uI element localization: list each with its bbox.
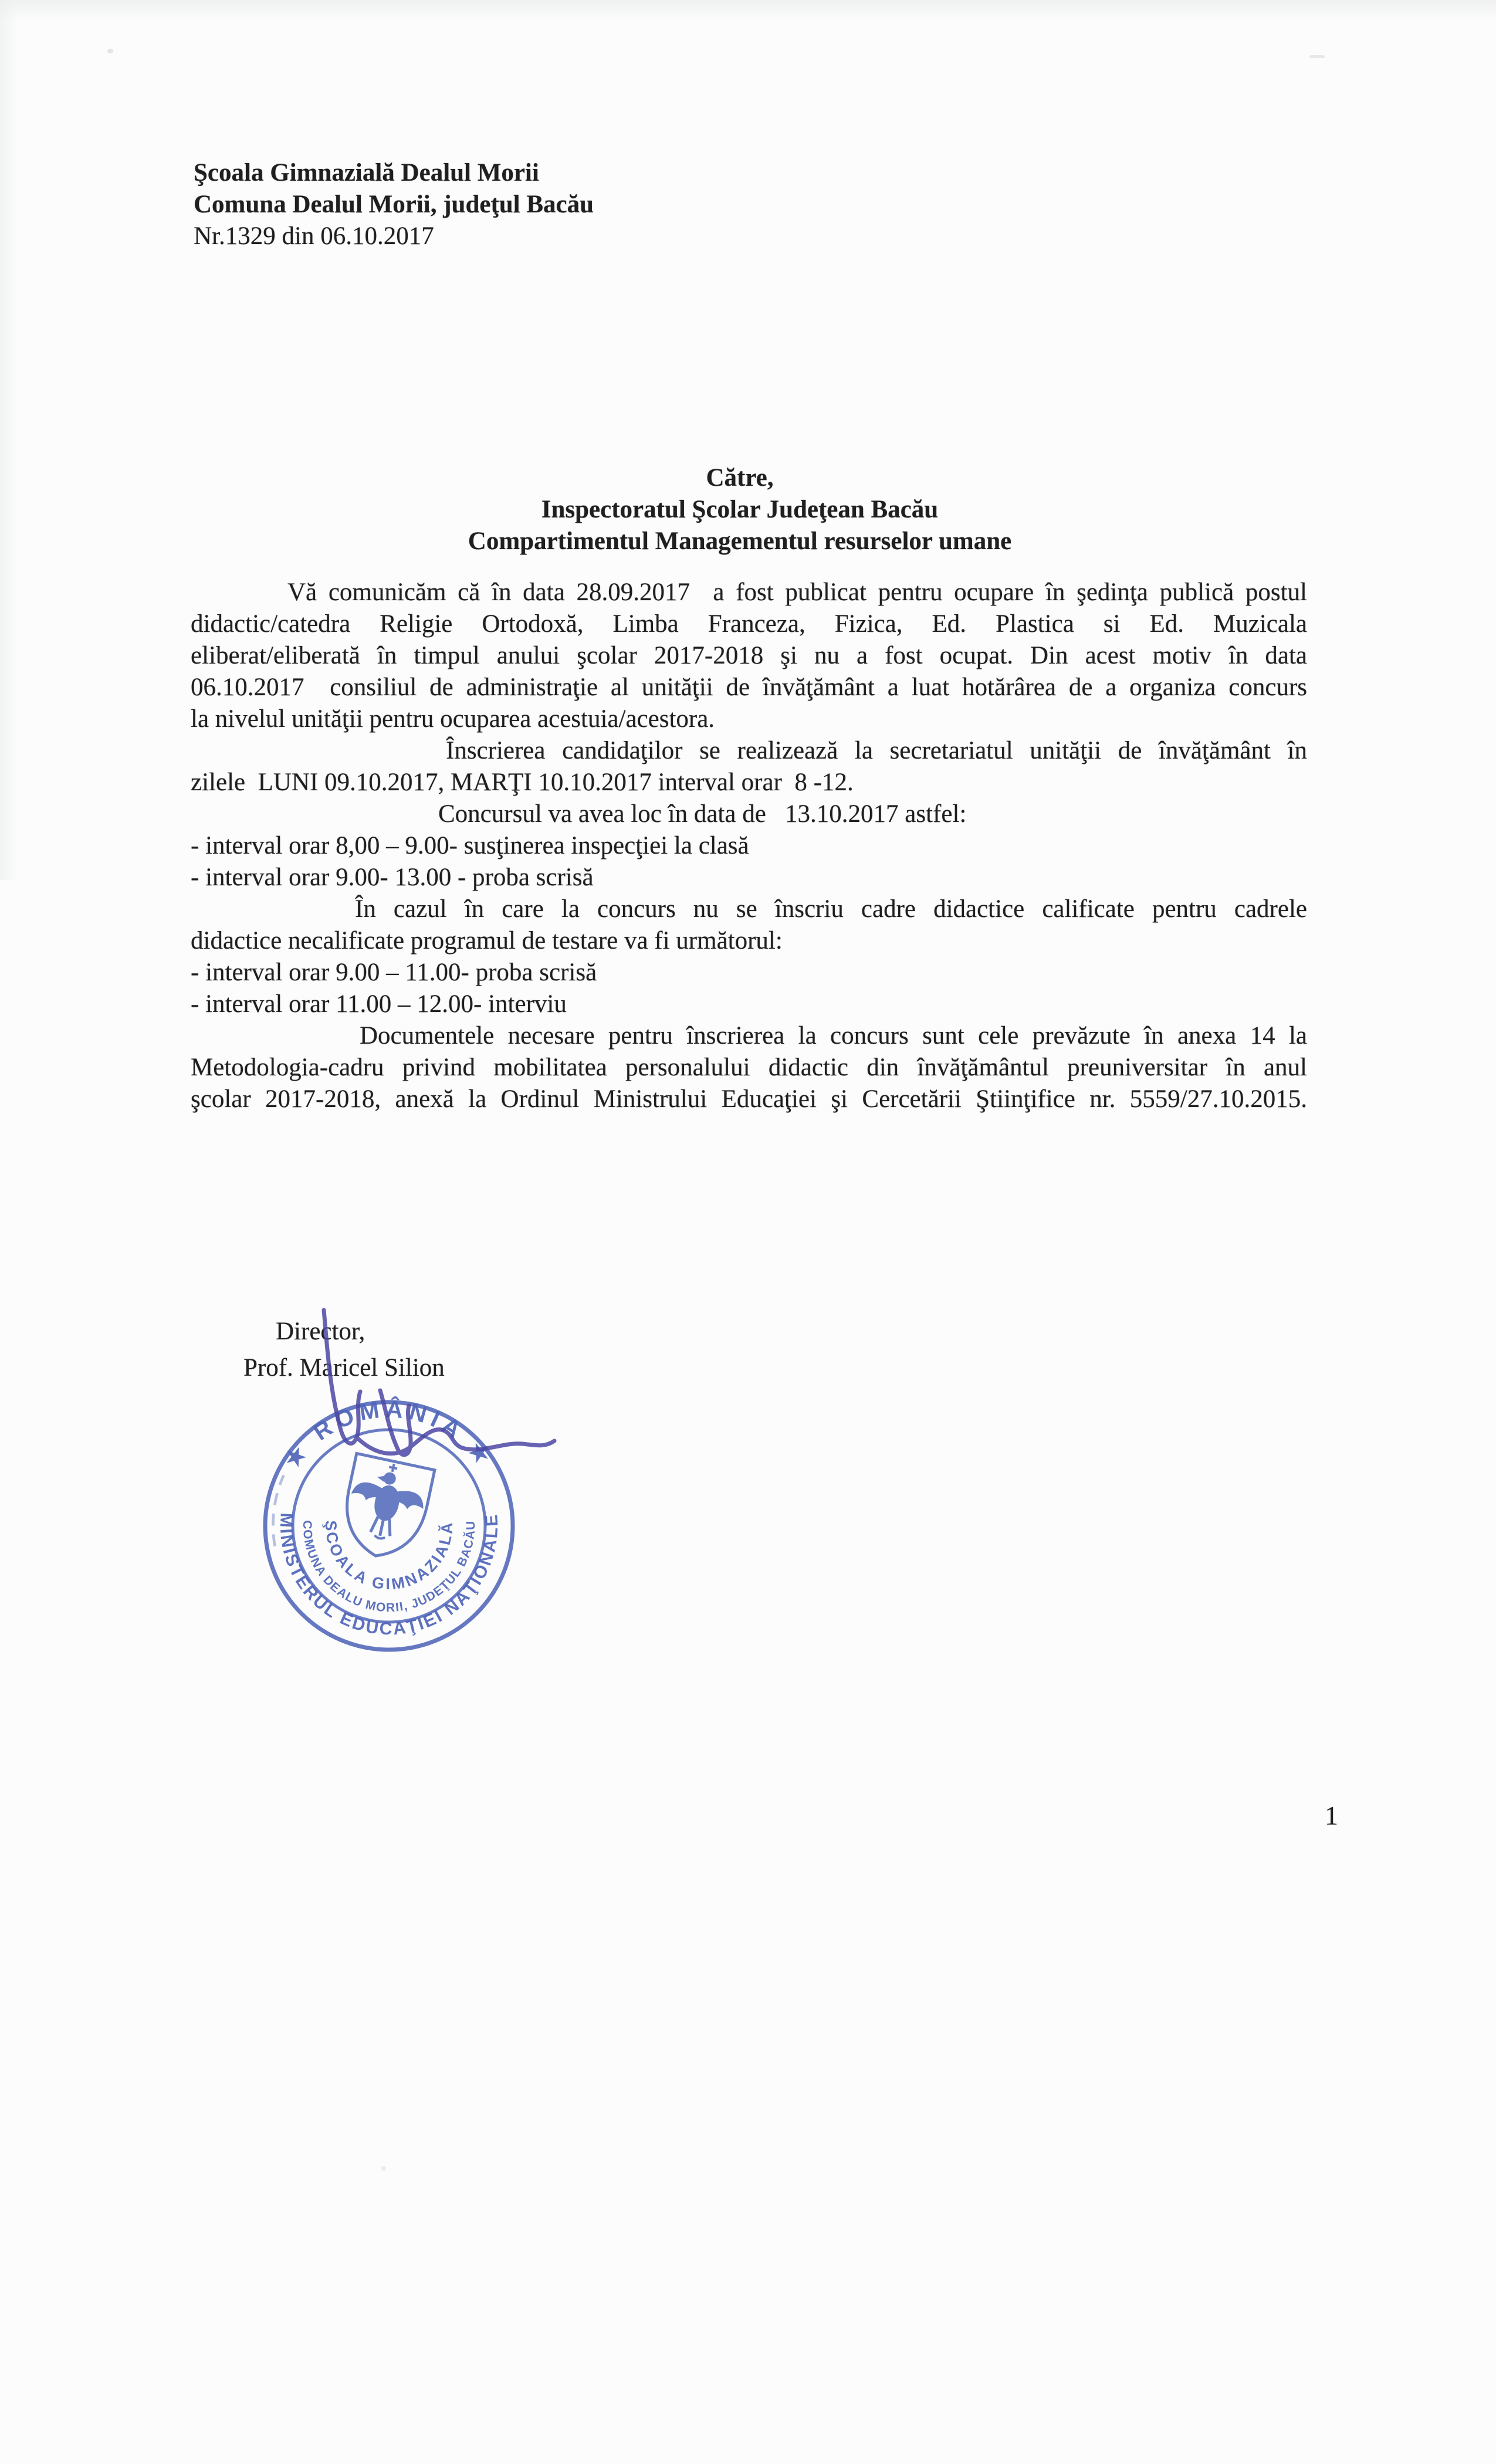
body-line-15: Documentele necesare pentru înscrierea la concurs sunt cele prevăzute în anexa 14 la	[360, 1022, 1307, 1050]
body-line-13: - interval orar 9.00 – 11.00- proba scrisă	[191, 959, 597, 986]
body-line-2: didactic/catedra Religie Ortodoxă, Limba Franceza, Fizica, Ed. Plastica si Ed. Muzicala	[191, 610, 1307, 638]
stamp-commune-text: COMUNA DEALU MORII, JUDEŢUL BACĂU	[300, 1520, 478, 1615]
body-line-17: şcolar 2017-2018, anexă la Ordinul Ministrului Educaţiei şi Cercetării Ştiinţifice nr. 5559/27.10.2015.	[191, 1085, 1307, 1113]
eagle-branch	[374, 1535, 385, 1539]
body-line-3: eliberat/eliberată în timpul anului şcolar 2017-2018 şi nu a fost ocupat. Din acest motiv în data	[191, 642, 1307, 669]
signature-stroke-loop	[380, 1390, 411, 1455]
director-name: Prof. Maricel Silion	[243, 1354, 445, 1382]
stamp-country-text: ★ ROMÂNIA ★	[279, 1396, 499, 1474]
body-line-9: - interval orar 8,00 – 9.00- susţinerea inspecţiei la clasă	[191, 832, 749, 859]
scan-edge-shadow-top	[0, 0, 1496, 21]
body-line-4: 06.10.2017 consiliul de administraţie al unităţii de învăţământ a luat hotărârea de a organiza concurs	[191, 673, 1307, 701]
director-signature	[252, 1279, 581, 1525]
body-line-5: la nivelul unităţii pentru ocuparea acestuia/acestora.	[191, 705, 715, 733]
body-line-16: Metodologia-cadru privind mobilitatea personalului didactic din învăţământul preuniversitar în anul	[191, 1054, 1307, 1081]
body-line-12: didactice necalificate programul de testare va fi următorul:	[191, 927, 783, 955]
recipient-block	[0, 462, 1488, 557]
recipient-salutation: Către,	[706, 464, 774, 492]
scan-speck	[1309, 55, 1325, 58]
director-title: Director,	[276, 1318, 365, 1345]
body-line-14: - interval orar 11.00 – 12.00- interviu	[191, 990, 567, 1018]
body-line-7: zilele LUNI 09.10.2017, MARŢI 10.10.2017 interval orar 8 -12.	[191, 769, 854, 796]
body-line-10: - interval orar 9.00- 13.00 - proba scrisă	[191, 864, 594, 891]
body-line-11: În cazul în care la concurs nu se înscriu cadre didactice calificate pentru cadrele	[355, 895, 1307, 923]
letterhead-school-address: Comuna Dealul Morii, judeţul Bacău	[194, 191, 594, 218]
signature-stroke-main	[324, 1310, 360, 1443]
letter-body	[191, 577, 1307, 1115]
recipient-institution: Inspectoratul Şcolar Judeţean Bacău	[541, 496, 939, 523]
stamp-ministry-text: MINISTERUL EDUCAŢIEI NAŢIONALE	[276, 1512, 502, 1639]
stamp-school-text: ŞCOALA GIMNAZIALĂ	[321, 1519, 456, 1593]
scan-edge-shadow-left	[0, 0, 18, 880]
letterhead-school-name: Şcoala Gimnazială Dealul Morii	[194, 159, 539, 187]
body-line-1: Vă comunicăm că în data 28.09.2017 a fost publicat pentru ocupare în şedinţa publică postul	[287, 578, 1307, 606]
page-number: 1	[1325, 1800, 1338, 1830]
recipient-department: Compartimentul Managementul resurselor umane	[468, 527, 1012, 555]
scan-speck	[381, 2166, 386, 2171]
letterhead	[194, 157, 594, 252]
letterhead-registration-number: Nr.1329 din 06.10.2017	[194, 222, 434, 250]
body-line-6: Înscrierea candidaţilor se realizează la secretariatul unităţii de învăţământ în	[446, 737, 1307, 764]
body-line-8: Concursul va avea loc în data de 13.10.2017 astfel:	[438, 800, 967, 828]
scan-speck	[107, 49, 113, 53]
signature-stroke-flourish	[358, 1430, 554, 1454]
